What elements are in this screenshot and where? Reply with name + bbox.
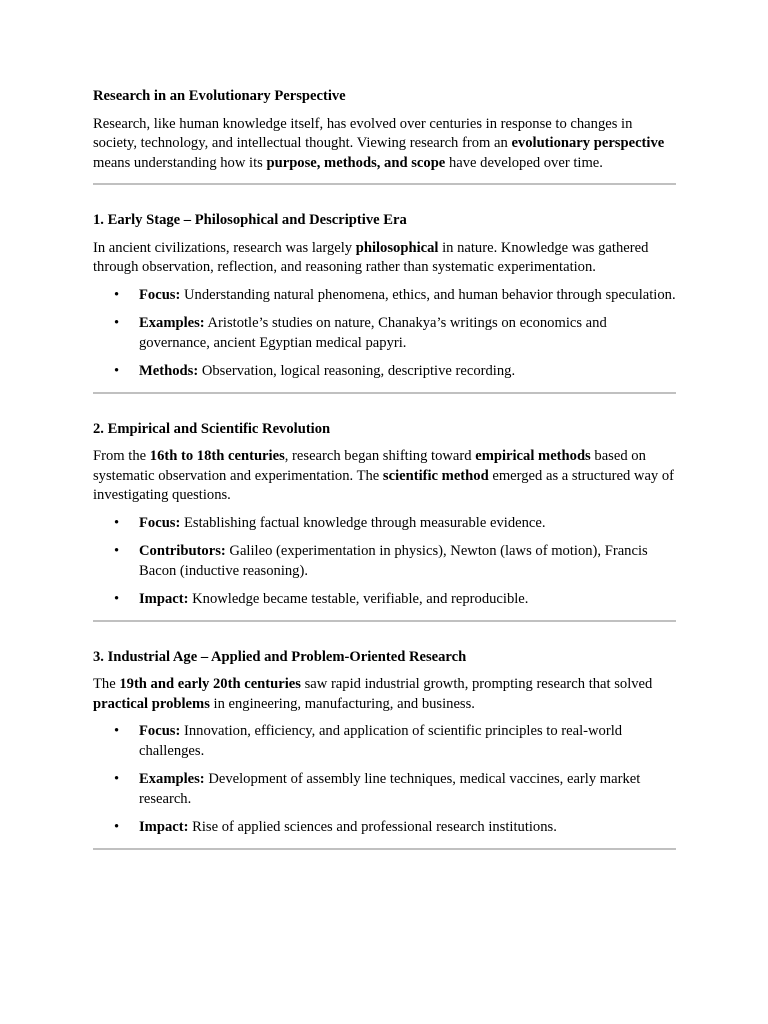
list-item-label: Methods: — [139, 363, 199, 379]
bullet-icon: • — [114, 315, 120, 331]
list-item-label: Contributors: — [139, 543, 226, 559]
list-item — [93, 818, 676, 838]
section-divider — [93, 392, 676, 394]
paragraph-bold: scientific method — [382, 467, 489, 484]
list-item — [93, 362, 676, 382]
paragraph-bold: philosophical — [355, 239, 439, 256]
section-paragraph — [93, 675, 676, 714]
intro-bold-evolutionary-perspective: evolutionary perspective — [511, 135, 665, 151]
paragraph-text: saw rapid industrial growth, prompting research that solved — [300, 676, 653, 692]
paragraph-bold: 19th and early 20th centuries — [119, 676, 301, 692]
list-item-label: Focus: — [139, 514, 181, 531]
paragraph-text: based on systematic observation and experimentation. The — [93, 448, 646, 484]
list-item-text: Development of assembly line techniques, medical vaccines, early market research. — [139, 771, 641, 807]
list-item-text: Aristotle’s studies on nature, Chanakya’s writings on economics and governance, ancient Egyptian medical papyri. — [139, 315, 607, 351]
section-paragraph — [93, 239, 676, 278]
list-item — [93, 286, 676, 306]
list-item-text: Innovation, efficiency, and application of scientific principles to real-world challenges. — [139, 723, 623, 759]
list-item-label: Impact: — [139, 819, 189, 835]
paragraph-text: The — [93, 676, 120, 692]
bullet-icon: • — [114, 723, 120, 739]
list-item-label: Focus: — [139, 723, 181, 739]
list-item — [93, 542, 676, 581]
list-item-label: Examples: — [139, 315, 205, 331]
list-item-text: Establishing factual knowledge through measurable evidence. — [180, 514, 546, 531]
section-heading: 1. Early Stage – Philosophical and Descriptive Era — [93, 212, 407, 228]
section-industrial-age — [93, 648, 676, 850]
section-paragraph — [93, 447, 676, 506]
paragraph-text: , research began shifting toward — [284, 448, 476, 464]
paragraph-text: emerged as a structured way of investigating questions. — [93, 467, 675, 503]
section-divider — [93, 183, 676, 185]
list-item-text: Observation, logical reasoning, descriptive recording. — [198, 363, 516, 379]
list-item — [93, 314, 676, 353]
section-scientific-revolution — [93, 420, 676, 622]
document-body — [93, 87, 676, 850]
paragraph-text: in engineering, manufacturing, and business. — [209, 695, 475, 712]
paragraph-text: in nature. Knowledge was gathered through observation, reflection, and reasoning rather than systematic experimentation. — [93, 239, 649, 275]
list-item-label: Examples: — [139, 771, 205, 787]
intro-text-2: means understanding how its — [93, 154, 267, 171]
bullet-icon: • — [114, 591, 120, 607]
list-item — [93, 514, 676, 534]
paragraph-text: From the — [93, 448, 150, 464]
section-heading: 2. Empirical and Scientific Revolution — [93, 420, 331, 437]
list-item-text: Knowledge became testable, verifiable, and reproducible. — [188, 591, 529, 607]
paragraph-text: In ancient civilizations, research was largely — [93, 239, 356, 256]
paragraph-bold: practical problems — [93, 695, 210, 712]
document-title: Research in an Evolutionary Perspective — [93, 88, 346, 104]
list-item-text: Rise of applied sciences and professional research institutions. — [188, 819, 557, 835]
bullet-list — [93, 286, 676, 382]
intro-bold-purpose: purpose, methods, and scope — [266, 154, 446, 171]
intro-paragraph — [93, 115, 676, 174]
list-item-label: Impact: — [139, 591, 189, 607]
section-divider — [93, 620, 676, 622]
bullet-icon: • — [114, 819, 120, 835]
list-item-text: Understanding natural phenomena, ethics, and human behavior through speculation. — [180, 286, 676, 303]
list-item — [93, 722, 676, 761]
bullet-icon: • — [114, 514, 120, 531]
paragraph-bold: empirical methods — [475, 448, 591, 464]
bullet-icon: • — [114, 771, 120, 787]
list-item — [93, 590, 676, 610]
bullet-icon: • — [114, 286, 120, 303]
section-early-stage — [93, 211, 676, 394]
list-item-text: Galileo (experimentation in physics), Newton (laws of motion), Francis Bacon (inductive reasoning). — [139, 543, 648, 579]
intro-section — [93, 87, 676, 185]
list-item — [93, 770, 676, 809]
bullet-list — [93, 514, 676, 610]
paragraph-bold: 16th to 18th centuries — [149, 448, 285, 464]
bullet-icon: • — [114, 543, 120, 559]
bullet-icon: • — [114, 363, 120, 379]
bullet-list — [93, 722, 676, 838]
intro-text-1: Research, like human knowledge itself, has evolved over centuries in response to changes in society, technology, and intellectual thought. Viewing research from an — [93, 115, 633, 151]
list-item-label: Focus: — [139, 286, 181, 303]
section-divider — [93, 848, 676, 850]
section-heading: 3. Industrial Age – Applied and Problem-Oriented Research — [93, 648, 467, 665]
intro-text-3: have developed over time. — [445, 154, 603, 171]
